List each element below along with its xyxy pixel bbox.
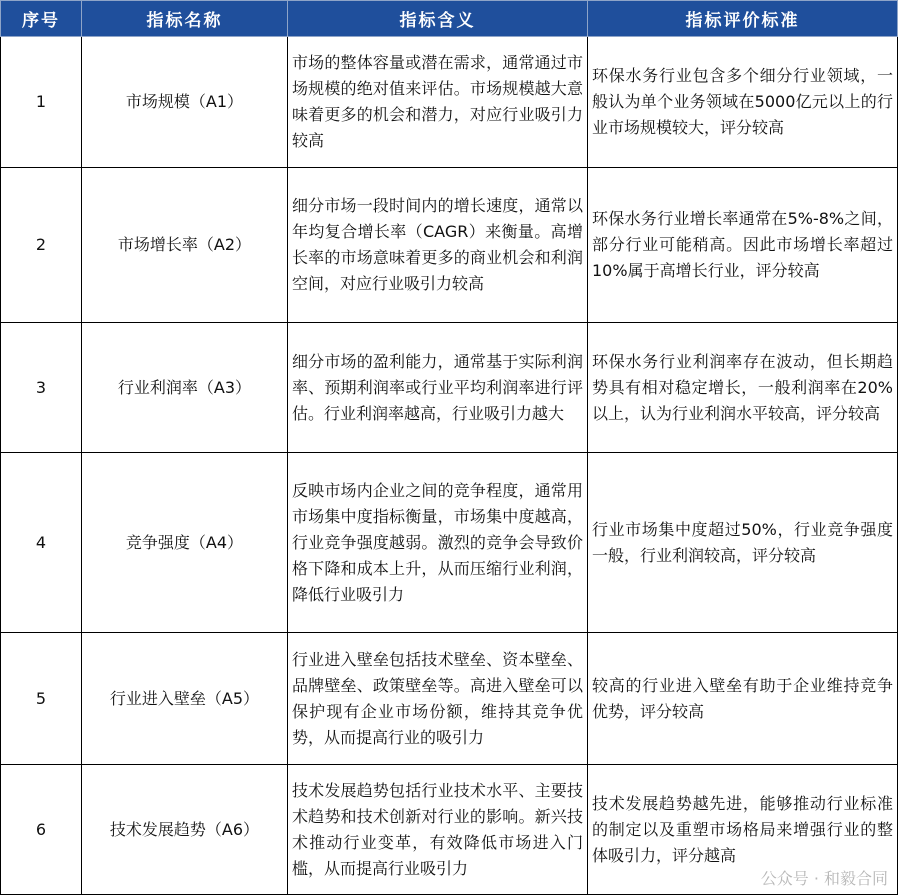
row-no: 5 <box>1 633 82 765</box>
table-header-row <box>1 1 898 37</box>
row-no: 2 <box>1 168 82 323</box>
row-meaning: 细分市场的盈利能力，通常基于实际利润率、预期利润率或行业平均利润率进行评估。行业利润率越高，行业吸引力越大 <box>288 323 588 453</box>
header-criteria: 指标评价标准 <box>588 1 898 37</box>
row-no: 3 <box>1 323 82 453</box>
row-criteria: 环保水务行业包含多个细分行业领域，一般认为单个业务领域在5000亿元以上的行业市场规模较大，评分较高 <box>588 37 898 168</box>
row-no: 4 <box>1 453 82 633</box>
row-meaning: 行业进入壁垒包括技术壁垒、资本壁垒、品牌壁垒、政策壁垒等。高进入壁垒可以保护现有企业市场份额，维持其竞争优势，从而提高行业的吸引力 <box>288 633 588 765</box>
row-name: 竞争强度（A4） <box>82 453 288 633</box>
row-name: 行业进入壁垒（A5） <box>82 633 288 765</box>
row-criteria: 行业市场集中度超过50%，行业竞争强度一般，行业利润较高，评分较高 <box>588 453 898 633</box>
header-meaning: 指标含义 <box>288 1 588 37</box>
row-meaning: 反映市场内企业之间的竞争程度，通常用市场集中度指标衡量，市场集中度越高，行业竞争强度越弱。激烈的竞争会导致价格下降和成本上升，从而压缩行业利润，降低行业吸引力 <box>288 453 588 633</box>
table-row <box>1 453 898 633</box>
row-name: 行业利润率（A3） <box>82 323 288 453</box>
watermark: 公众号 · 和毅合同 <box>760 869 888 888</box>
row-no: 6 <box>1 765 82 895</box>
table-row <box>1 633 898 765</box>
row-criteria: 环保水务行业利润率存在波动，但长期趋势具有相对稳定增长，一般利润率在20%以上，认为行业利润水平较高，评分较高 <box>588 323 898 453</box>
row-name: 技术发展趋势（A6） <box>82 765 288 895</box>
row-meaning: 市场的整体容量或潜在需求，通常通过市场规模的绝对值来评估。市场规模越大意味着更多的机会和潜力，对应行业吸引力较高 <box>288 37 588 168</box>
header-name: 指标名称 <box>82 1 288 37</box>
table-row <box>1 168 898 323</box>
row-criteria: 较高的行业进入壁垒有助于企业维持竞争优势，评分较高 <box>588 633 898 765</box>
table-row <box>1 323 898 453</box>
row-name: 市场规模（A1） <box>82 37 288 168</box>
row-name: 市场增长率（A2） <box>82 168 288 323</box>
header-no: 序号 <box>1 1 82 37</box>
table-row <box>1 37 898 168</box>
row-criteria: 环保水务行业增长率通常在5%-8%之间，部分行业可能稍高。因此市场增长率超过10%属于高增长行业，评分较高 <box>588 168 898 323</box>
row-meaning: 技术发展趋势包括行业技术水平、主要技术趋势和技术创新对行业的影响。新兴技术推动行业变革，有效降低市场进入门槛，从而提高行业吸引力 <box>288 765 588 895</box>
row-meaning: 细分市场一段时间内的增长速度，通常以年均复合增长率（CAGR）来衡量。高增长率的市场意味着更多的商业机会和利润空间，对应行业吸引力较高 <box>288 168 588 323</box>
row-criteria: 技术发展趋势越先进，能够推动行业标准的制定以及重塑市场格局来增强行业的整体吸引力，评分越高 <box>588 765 898 895</box>
row-no: 1 <box>1 37 82 168</box>
